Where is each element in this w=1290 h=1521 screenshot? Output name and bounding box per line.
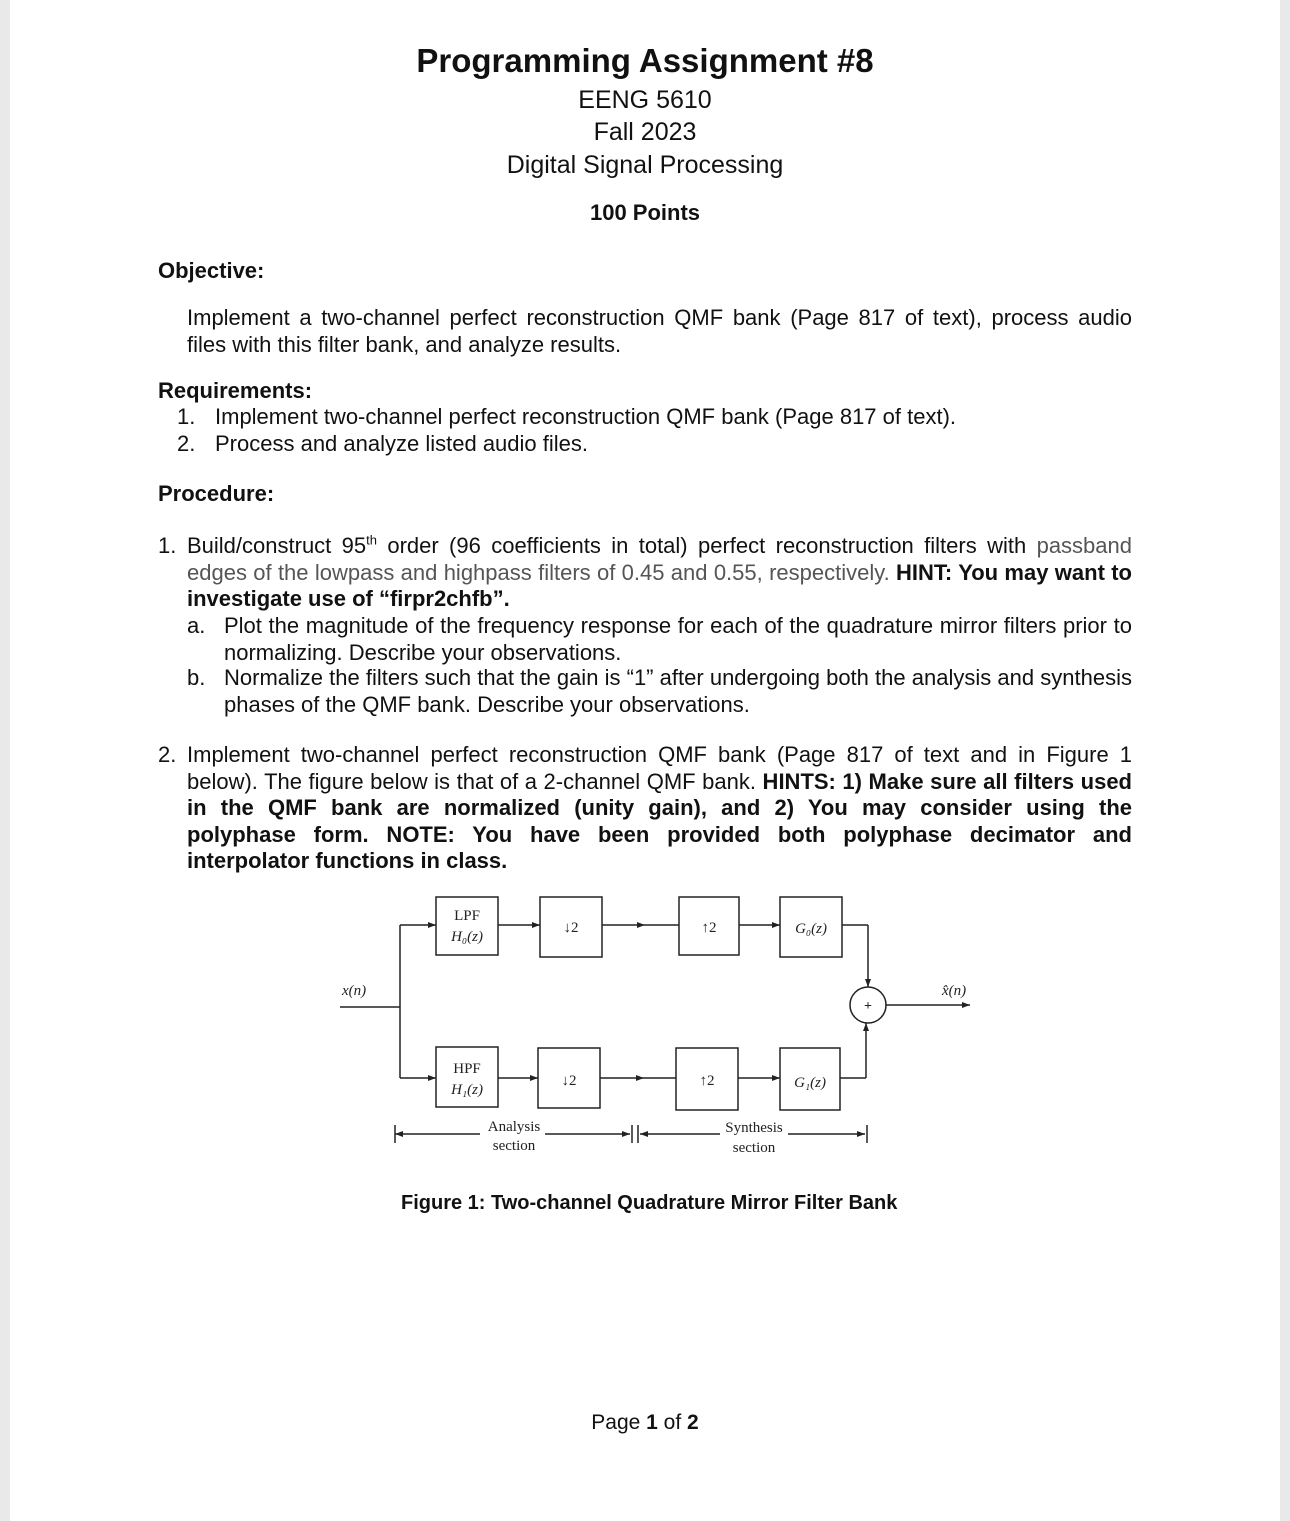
course-code: EENG 5610 — [578, 86, 712, 114]
step-1b-text: Normalize the filters such that the gain is “1” after undergoing both the analysis and synthesis phases of the QMF bank. Describe your observations. — [224, 665, 1132, 717]
hints-polyphase: HINTS: 1) Make sure all filters used in the QMF bank are normalized (unity gain), and 2) You may consider using the polyphase form. NOTE: You have been provided both polyphase decimator and interpolator functions in class. — [187, 768, 1132, 873]
step-1a-label: a. — [187, 613, 206, 638]
synthesis-section-label: section — [732, 1140, 776, 1156]
downsample-bottom-label: ↓2 — [561, 1073, 577, 1089]
objective-heading: Objective: — [158, 258, 265, 283]
requirements-heading: Requirements: — [158, 378, 313, 403]
subject: Digital Signal Processing — [506, 151, 784, 179]
upsample-top-label: ↑2 — [701, 920, 717, 936]
upsample-bottom-label: ↑2 — [699, 1073, 715, 1089]
figure-caption: Figure 1: Two-channel Quadrature Mirror Filter Bank — [401, 1192, 898, 1214]
hpf-label: HPF — [453, 1061, 481, 1077]
downsample-top-label: ↓2 — [563, 920, 579, 936]
passband-note: passband edges of the lowpass and highpass filters of 0.45 and 0.55, respectively. — [187, 533, 1132, 585]
objective-text: Implement a two-channel perfect reconstruction QMF bank (Page 817 of text), process audio files with this filter bank, and analyze results. — [187, 305, 1132, 357]
output-label: x̂(n) — [942, 983, 967, 999]
procedure-heading: Procedure: — [158, 481, 275, 506]
lpf-box — [436, 897, 498, 955]
analysis-label: Analysis — [487, 1119, 541, 1135]
g1-label: G₁(z) — [794, 1075, 826, 1091]
qmf-bank-diagram — [330, 885, 990, 1165]
ordinal-superscript: th — [366, 532, 377, 548]
lpf-transfer-function: H₀(z) — [451, 929, 483, 945]
synthesis-label: Synthesis — [725, 1120, 783, 1136]
hpf-transfer-function: H₁(z) — [451, 1082, 483, 1098]
step-1a-text: Plot the magnitude of the frequency response for each of the quadrature mirror filters prior to normalizing. Describe your observations. — [224, 613, 1132, 665]
term: Fall 2023 — [593, 118, 697, 146]
requirement-2-text: Process and analyze listed audio files. — [215, 431, 588, 456]
hint-firpr2chfb: HINT: You may want to investigate use of “firpr2chfb”. — [187, 559, 1132, 611]
g0-label: G₀(z) — [795, 921, 827, 937]
analysis-section-label: section — [492, 1138, 536, 1154]
lpf-label: LPF — [454, 908, 480, 924]
step-1-text: Build/construct 95th order (96 coefficients in total) perfect reconstruction filters with passband edges of the lowpass and highpass filters of 0.45 and 0.55, respectively. HINT: You may want to investigate use of “firpr2chfb”. — [187, 532, 1132, 611]
page-number: Page 1 of 2 — [591, 1411, 699, 1434]
hpf-box — [436, 1047, 498, 1107]
step-2-num: 2. — [158, 742, 177, 767]
document-title: Programming Assignment #8 — [416, 42, 874, 79]
step-1-num: 1. — [158, 533, 177, 558]
requirement-1-num: 1. — [177, 404, 196, 429]
requirement-1-text: Implement two-channel perfect reconstruction QMF bank (Page 817 of text). — [215, 404, 957, 429]
requirement-2-num: 2. — [177, 431, 196, 456]
step-2-text: Implement two-channel perfect reconstruction QMF bank (Page 817 of text and in Figure 1 below). The figure below is that of a 2-channel QMF bank. HINTS: 1) Make sure all filters used in the QMF bank are normalized (unity gain), and 2) You may consider using the polyphase form. NOTE: You have been provided both polyphase decimator and interpolator functions in class. — [187, 742, 1132, 873]
sum-sign: + — [864, 999, 872, 1014]
input-label: x(n) — [342, 983, 367, 999]
points: 100 Points — [589, 200, 701, 225]
step-1b-label: b. — [187, 665, 206, 690]
